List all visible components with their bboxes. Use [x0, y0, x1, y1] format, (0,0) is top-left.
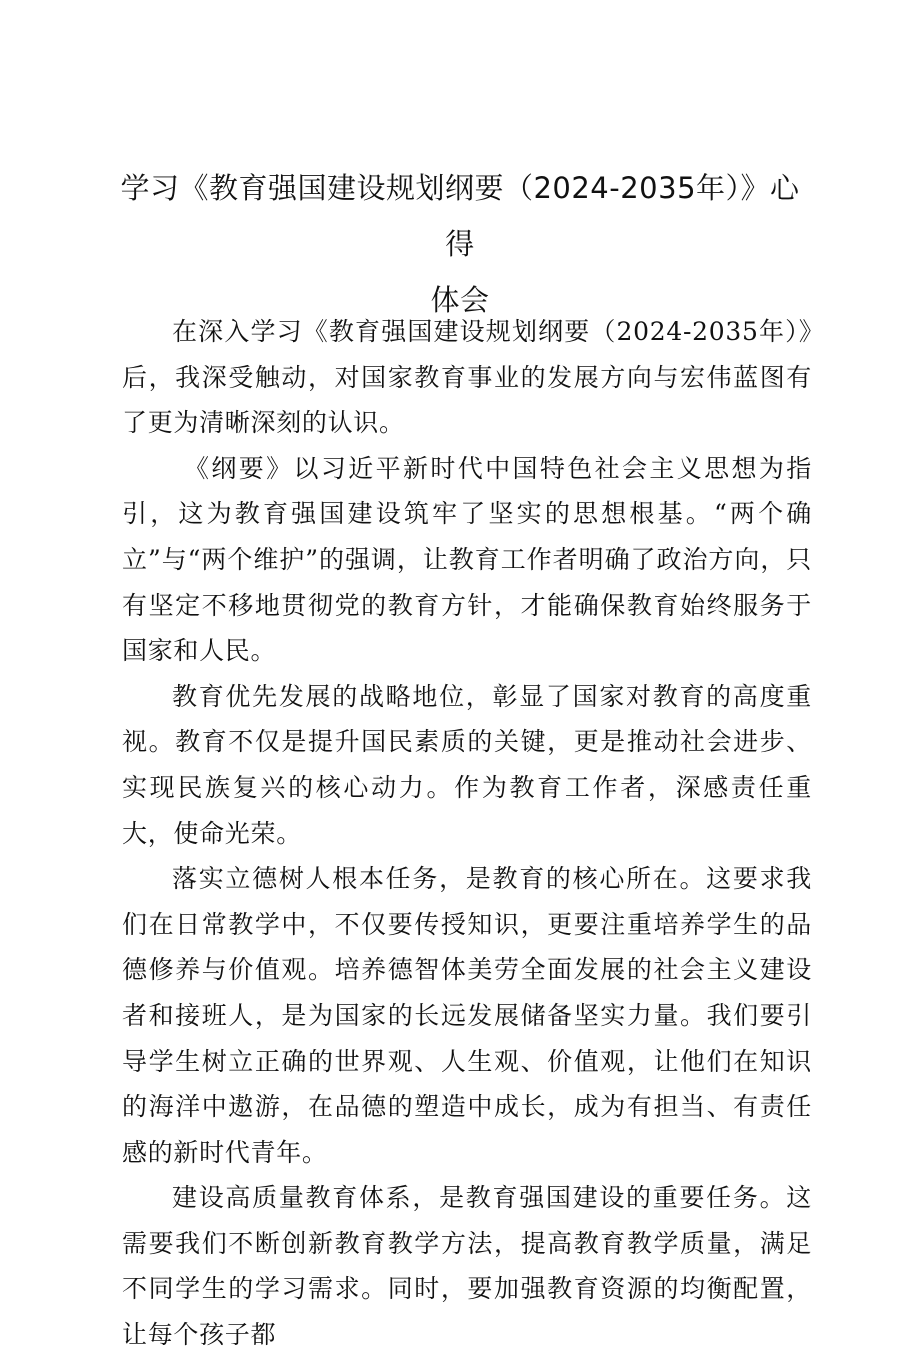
paragraph-5: 建设高质量教育体系，是教育强国建设的重要任务。这需要我们不断创新教育教学方法，提高教育教学质量，满足不同学生的学习需求。同时，要加强教育资源的均衡配置，让每个孩子都 — [122, 1183, 812, 1350]
paragraph-3: 教育优先发展的战略地位，彰显了国家对教育的高度重视。教育不仅是提升国民素质的关键，更是推动社会进步、实现民族复兴的核心动力。作为教育工作者，深感责任重大，使命光荣。 — [122, 681, 812, 848]
paragraph-1: 在深入学习《教育强国建设规划纲要（2024-2035年）》后，我深受触动，对国家教育事业的发展方向与宏伟蓝图有了更为清晰深刻的认识。 — [122, 317, 812, 438]
document-body — [122, 309, 812, 1358]
title-line-2: 体会 — [430, 283, 490, 317]
paragraph-2: 《纲要》以习近平新时代中国特色社会主义思想为指引，这为教育强国建设筑牢了坚实的思想根基。“两个确立”与“两个维护”的强调，让教育工作者明确了政治方向，只有坚定不移地贯彻党的教育方针，才能确保教育始终服务于国家和人民。 — [122, 453, 812, 666]
document-title — [110, 160, 810, 328]
paragraph-4: 落实立德树人根本任务，是教育的核心所在。这要求我们在日常教学中，不仅要传授知识，更要注重培养学生的品德修养与价值观。培养德智体美劳全面发展的社会主义建设者和接班人，是为国家的长远发展储备坚实力量。我们要引导学生树立正确的世界观、人生观、价值观，让他们在知识的海洋中遨游，在品德的塑造中成长，成为有担当、有责任感的新时代青年。 — [122, 864, 812, 1167]
title-line-1: 学习《教育强国建设规划纲要（2024-2035年）》心得 — [120, 171, 800, 261]
